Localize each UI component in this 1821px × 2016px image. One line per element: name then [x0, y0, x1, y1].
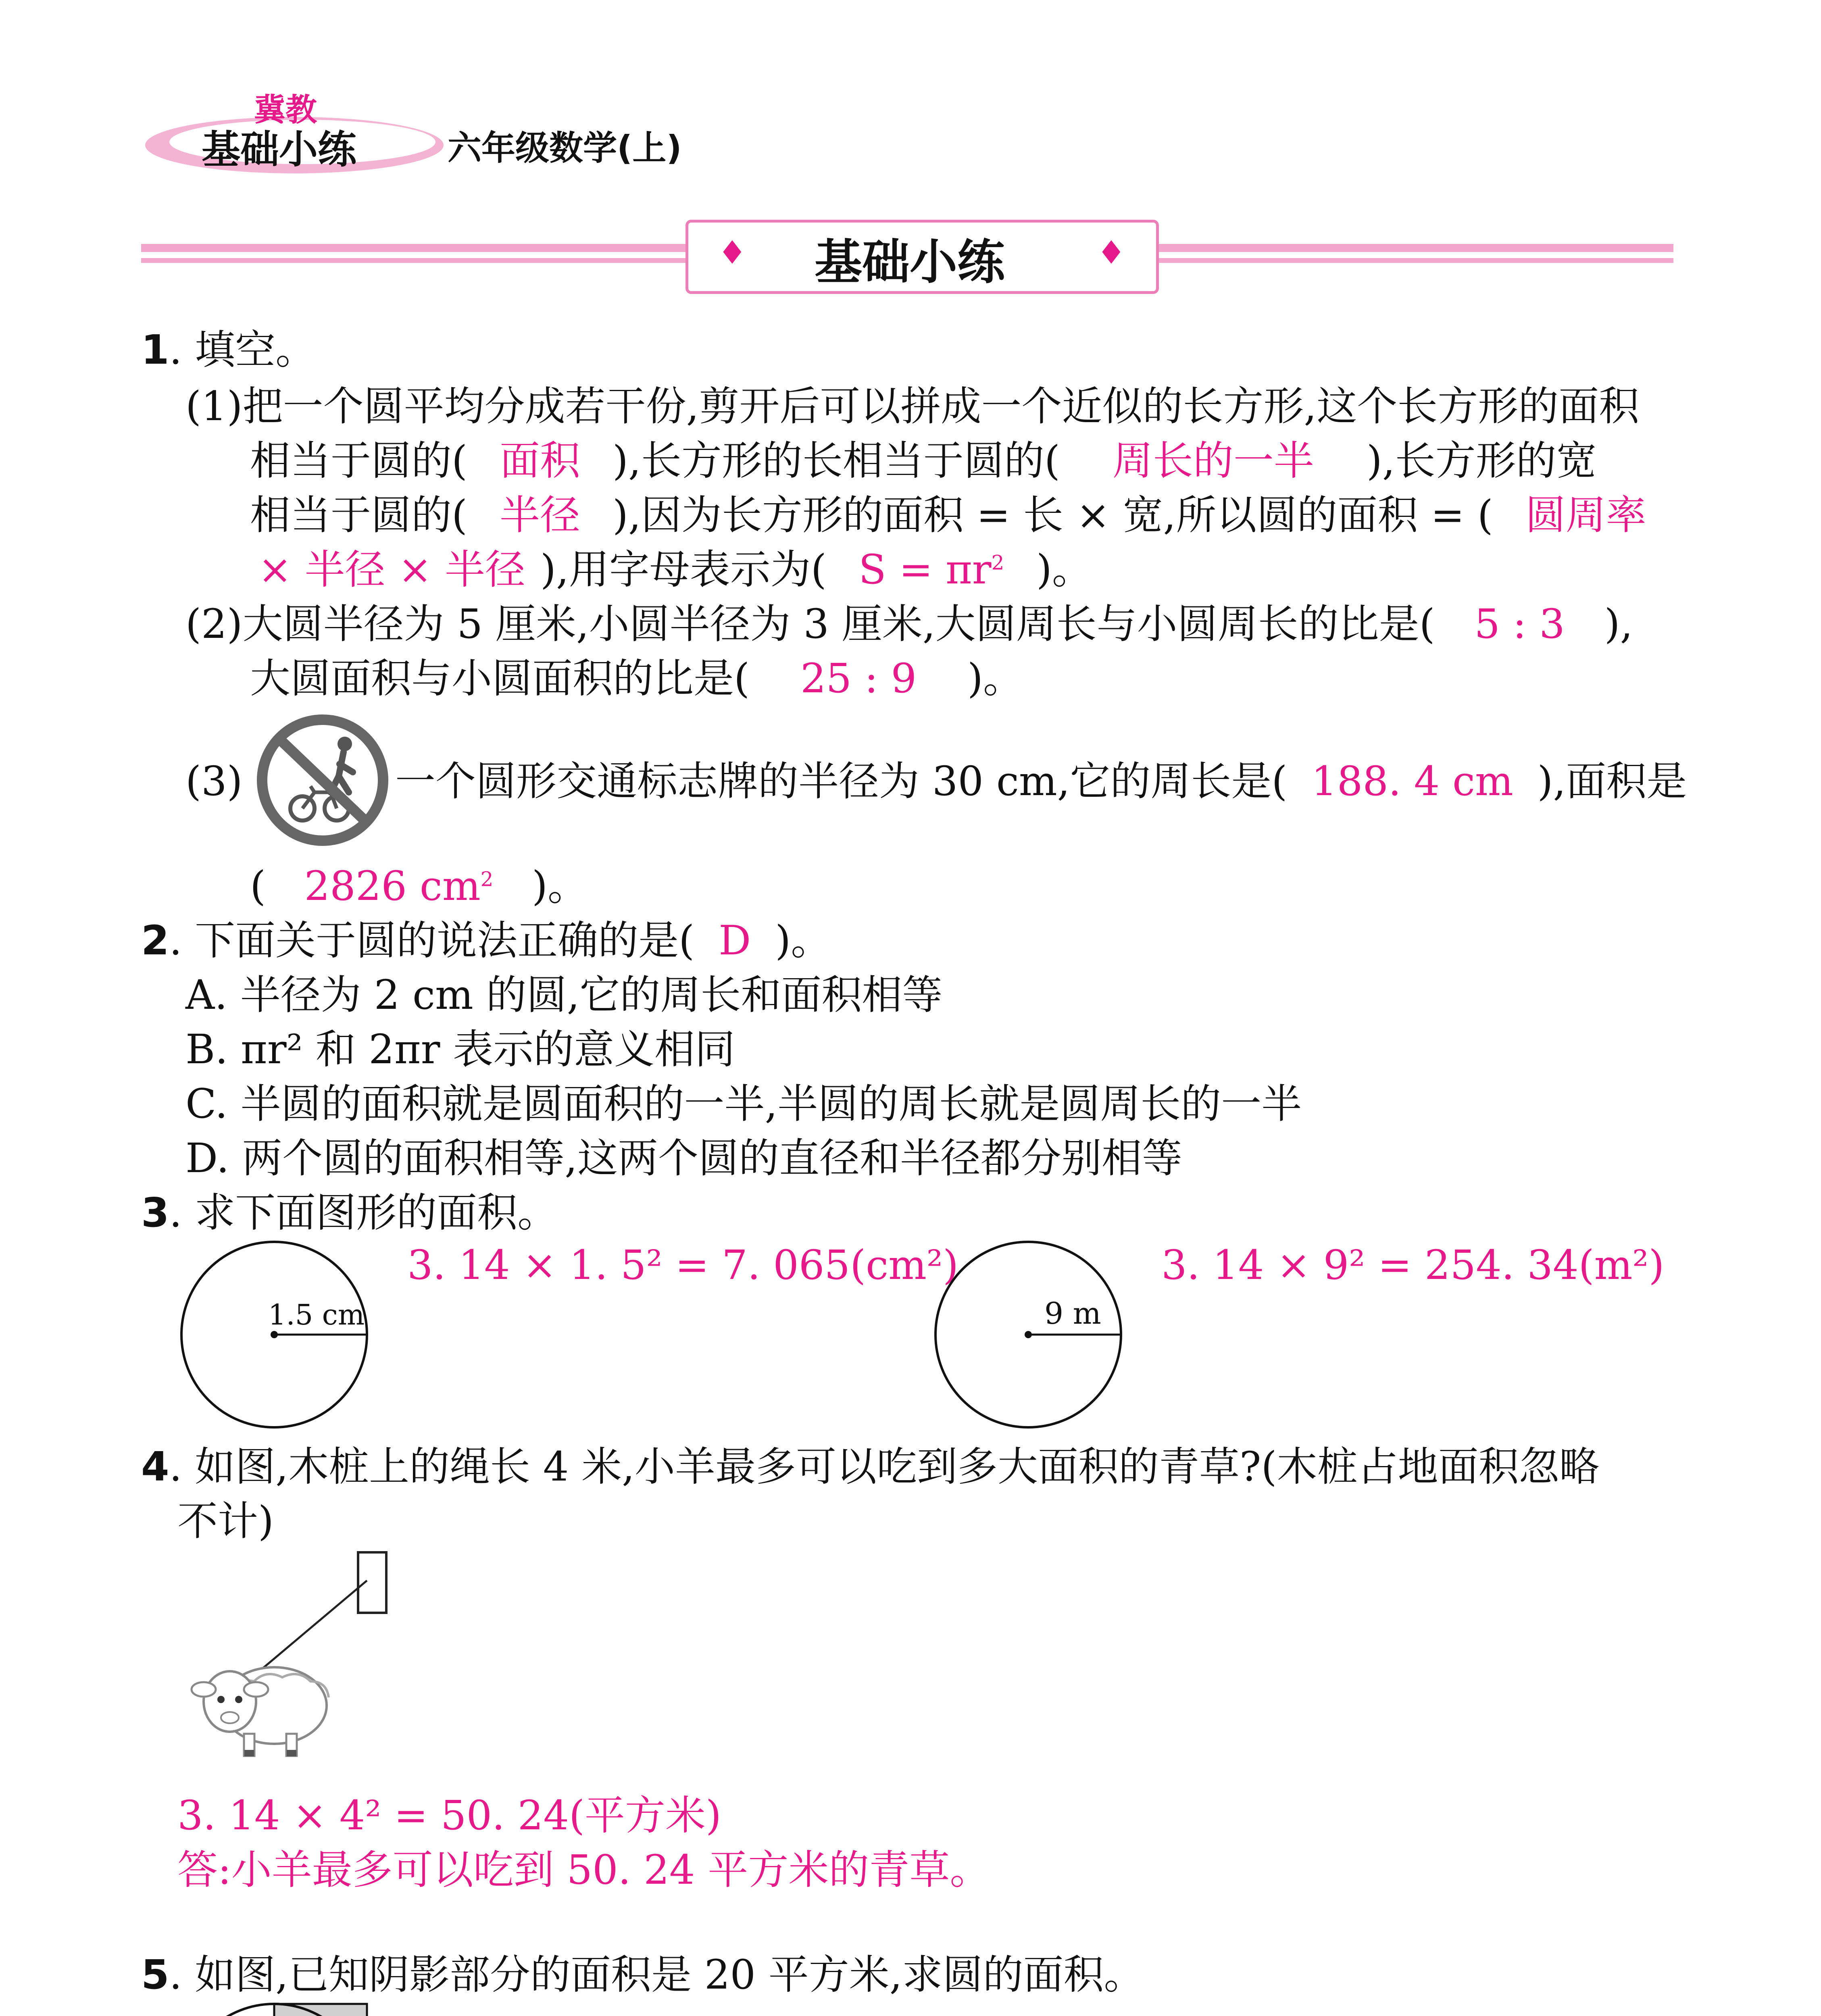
q1-p2-line1: (2)大圆半径为 5 厘米,小圆半径为 3 厘米,大圆周长与小圆周长的比是( 5 : 3 ), [185, 597, 1633, 652]
circle-figure-1 [177, 1238, 371, 1431]
circle-with-shaded-square-figure [177, 2000, 371, 2016]
sheep-on-rope-figure [169, 1544, 419, 1770]
book-title: 六年级数学(上) [448, 128, 682, 168]
q1-answer-pi: 圆周率 [1525, 492, 1646, 539]
q5-stem: . 如图,已知阴影部分的面积是 20 平方米,求圆的面积。 [169, 1951, 1144, 1998]
no-pedestrian-bicycle-sign-icon [254, 712, 391, 849]
q2-number: 2 [141, 917, 169, 964]
q1-answer-formula: $S = \pi r^2$ [858, 546, 1004, 593]
q1-number: 1 [141, 326, 169, 373]
q1-p2-line2: 大圆面积与小圆面积的比是( 25 : 9 )。 [250, 651, 1023, 706]
q1-answer-area-cm2: 2826 $cm^2$ [304, 862, 494, 910]
q2-option-b: B. πr² 和 2πr 表示的意义相同 [185, 1026, 735, 1073]
q1-answer-half-circumference: 周长的一半 [1112, 437, 1314, 484]
diamond-right-icon: ♦ [1097, 234, 1126, 271]
circle-figure-2 [931, 1238, 1125, 1431]
header-badge-top: 冀教 [254, 92, 317, 128]
circle2-radius-label: 9 m [1044, 1296, 1101, 1331]
q4-answer-sentence: 答:小羊最多可以吃到 50. 24 平方米的青草。 [177, 1846, 990, 1893]
q1-answer-circumference: 188. 4 cm [1311, 758, 1513, 805]
q1-answer-area: 面积 [500, 437, 581, 484]
q3-number: 3 [141, 1189, 169, 1236]
diamond-left-icon: ♦ [718, 234, 747, 271]
q1-p3-line2: ( 2826 $cm^2$ )。 [250, 859, 588, 914]
q1-p1-line4: × 半径 × 半径 ),用字母表示为( $S = \pi r^2$ )。 [258, 542, 1092, 597]
q4-stem-line2: 不计) [177, 1497, 274, 1545]
q1-answer-ratio1: 5 : 3 [1474, 600, 1565, 648]
q3-stem: . 求下面图形的面积。 [169, 1189, 558, 1236]
q1-answer-rr: × 半径 × 半径 [258, 546, 525, 593]
circle1-radius-label: 1.5 cm [268, 1298, 365, 1331]
q1-p3-line1: 一个圆形交通标志牌的半径为 30 cm,它的周长是( 188. 4 cm ),面积是 [395, 754, 1687, 809]
q1-p1-line3: 相当于圆的( 半径 ),因为长方形的面积 = 长 × 宽,所以圆的面积 = ( 圆周率 [250, 488, 1646, 543]
q3-answer-2: 3. 14 × 9² = 254. 34(m²) [1161, 1241, 1665, 1289]
q4-stem-line1: 4. 如图,木桩上的绳长 4 米,小羊最多可以吃到多大面积的青草?(木桩占地面积忽略 [141, 1443, 1600, 1490]
q3-answer-1: 3. 14 × 1. 5² = 7. 065(cm²) [407, 1241, 959, 1289]
q4-answer-calc: 3. 14 × 4² = 50. 24(平方米) [177, 1792, 721, 1839]
q5-number: 5 [141, 1951, 169, 1998]
q1-stem: . 填空。 [169, 326, 316, 373]
q1-answer-radius: 半径 [500, 492, 581, 539]
sheep-icon [192, 1667, 329, 1756]
header-badge-main: 基础小练 [202, 127, 356, 172]
q2-option-c: C. 半圆的面积就是圆面积的一半,半圆的周长就是圆周长的一半 [185, 1080, 1302, 1127]
q1-p3-label: (3) [185, 758, 243, 805]
q4-number: 4 [141, 1443, 169, 1490]
q2-option-d: D. 两个圆的面积相等,这两个圆的直径和半径都分别相等 [185, 1135, 1182, 1182]
q1-p1-line1: (1)把一个圆平均分成若干份,剪开后可以拼成一个近似的长方形,这个长方形的面积 [185, 383, 1640, 430]
q2-answer: D [719, 917, 751, 964]
section-title: 基础小练 [815, 234, 1005, 290]
q1-p1-line2: 相当于圆的( 面积 ),长方形的长相当于圆的( 周长的一半 ),长方形的宽 [250, 433, 1597, 488]
rope [252, 1581, 367, 1677]
q2-option-a: A. 半径为 2 cm 的圆,它的周长和面积相等 [185, 971, 943, 1018]
q2-stem: 2. 下面关于圆的说法正确的是( D )。 [141, 913, 831, 968]
q1-answer-ratio2: 25 : 9 [800, 655, 917, 702]
wooden-stake [358, 1552, 386, 1613]
